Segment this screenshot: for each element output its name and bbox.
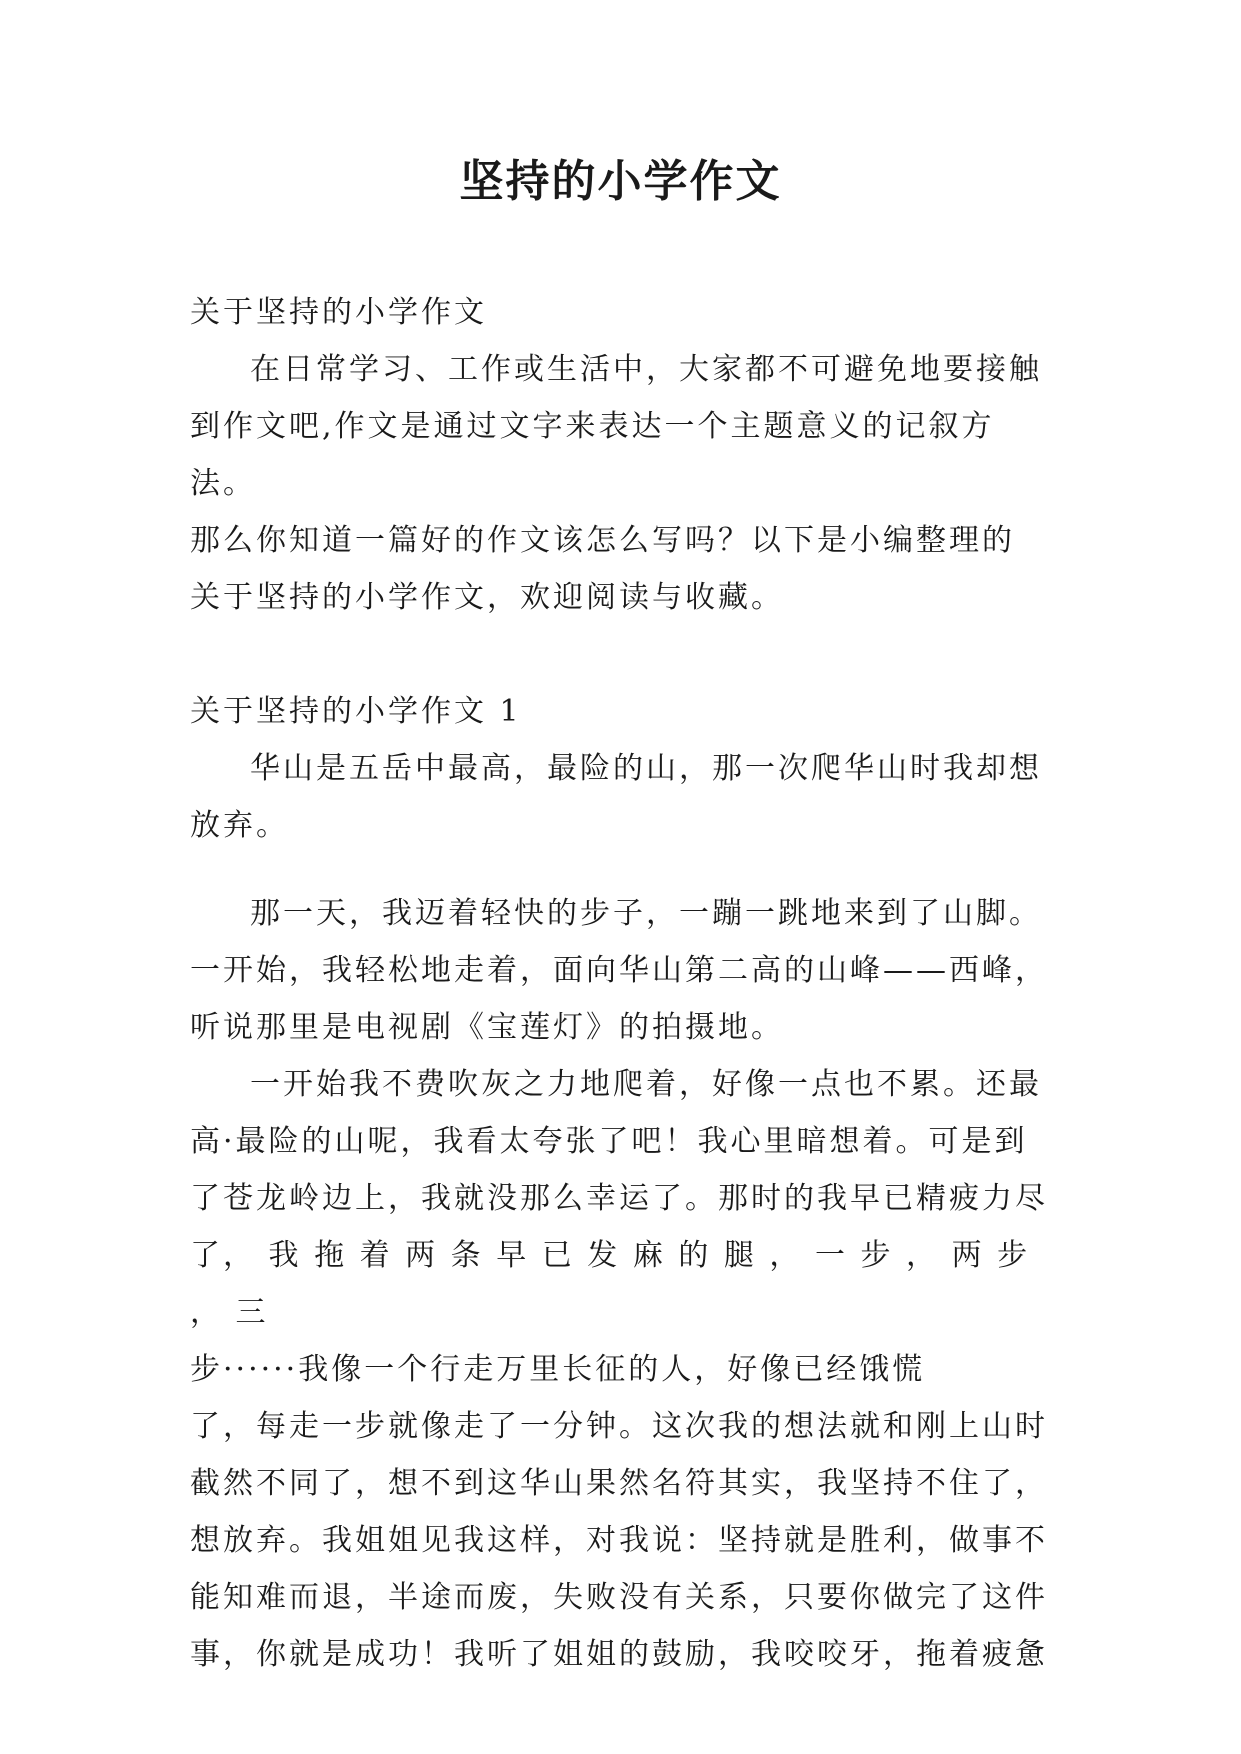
essay-heading: 关于坚持的小学作文 1: [190, 694, 522, 729]
paragraph-line: 了，每走一步就像走了一分钟。这次我的想法就和刚上山时: [190, 1409, 1048, 1444]
paragraph-line: 一开始，我轻松地走着，面向华山第二高的山峰——西峰，: [190, 953, 1048, 988]
paragraph-line: 截然不同了，想不到这华山果然名符其实，我坚持不住了，: [190, 1466, 1048, 1501]
intro-line: 在日常学习、工作或生活中，大家都不可避免地要接触: [250, 352, 1042, 387]
paragraph-line: 放弃。: [190, 808, 289, 843]
paragraph-line: 了苍龙岭边上，我就没那么幸运了。那时的我早已精疲力尽: [190, 1181, 1048, 1216]
document-title: 坚持的小学作文: [459, 156, 782, 207]
intro-line: 那么你知道一篇好的作文该怎么写吗？以下是小编整理的: [190, 523, 1015, 558]
paragraph-line: 一开始我不费吹灰之力地爬着，好像一点也不累。还最: [250, 1067, 1042, 1102]
paragraph-line: 华山是五岳中最高，最险的山，那一次爬华山时我却想: [250, 751, 1042, 786]
document-body: [190, 284, 1052, 1683]
paragraph-line: 高·最险的山呢，我看太夸张了吧！我心里暗想着。可是到: [190, 1124, 1028, 1159]
section-spacer: [190, 626, 1052, 683]
intro-line: 到作文吧,作文是通过文字来表达一个主题意义的记叙方法。: [190, 409, 995, 501]
intro-heading: 关于坚持的小学作文: [190, 295, 487, 330]
paragraph-spacer: [190, 854, 1052, 885]
paragraph-line: 那一天，我迈着轻快的步子，一蹦一跳地来到了山脚。: [250, 896, 1042, 931]
paragraph-line: 步······我像一个行走万里长征的人，好像已经饿慌: [190, 1352, 926, 1387]
paragraph-line: 想放弃。我姐姐见我这样，对我说：坚持就是胜利，做事不: [190, 1523, 1048, 1558]
paragraph-line: 事，你就是成功！我听了姐姐的鼓励，我咬咬牙，拖着疲惫: [190, 1637, 1048, 1672]
paragraph-line: 了， 我 拖 着 两 条 早 已 发 麻 的 腿 ， 一 步 ， 两 步 ， 三: [190, 1238, 1031, 1330]
intro-line: 关于坚持的小学作文，欢迎阅读与收藏。: [190, 580, 784, 615]
paragraph-line: 听说那里是电视剧《宝莲灯》的拍摄地。: [190, 1010, 784, 1045]
paragraph-line: 能知难而退，半途而废，失败没有关系，只要你做完了这件: [190, 1580, 1048, 1615]
